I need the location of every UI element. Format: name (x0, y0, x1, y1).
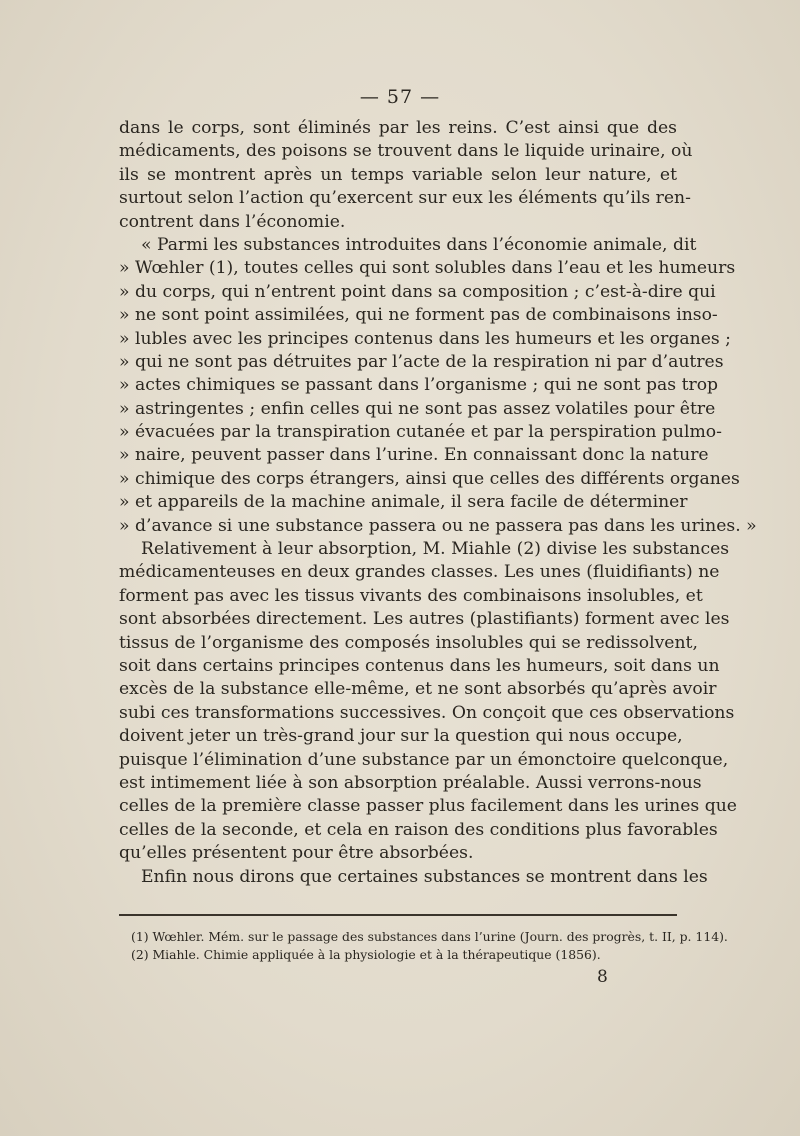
footnotes (131, 928, 728, 964)
signature-mark: 8 (597, 967, 608, 987)
text-line: médicamenteuses en deux grandes classes. Les unes (fluidifiants) ne (119, 562, 720, 583)
text-line: celles de la première classe passer plus facilement dans les urines que (119, 796, 737, 817)
text-line: surtout selon l’action qu’exercent sur eux les éléments qu’ils ren- (119, 188, 691, 209)
text-line: « Parmi les substances introduites dans l’économie animale, dit (141, 234, 697, 255)
text-line: » Wœhler (1), toutes celles qui sont solubles dans l’eau et les humeurs (119, 258, 736, 279)
footnote: (1) Wœhler. Mém. sur le passage des substances dans l’urine (Journ. des progrès, t. II, p. 114). (131, 929, 728, 944)
text-line: » actes chimiques se passant dans l’organisme ; qui ne sont pas trop (119, 375, 719, 396)
text-line: sont absorbées directement. Les autres (plastifiants) forment avec les (119, 609, 730, 630)
text-line: excès de la substance elle-même, et ne sont absorbés qu’après avoir (119, 679, 717, 700)
body-text (119, 117, 757, 889)
text-line: subi ces transformations successives. On conçoit que ces observations (119, 702, 735, 723)
text-line: dans le corps, sont éliminés par les reins. C’est ainsi que des (119, 118, 677, 138)
footnote-divider (119, 914, 677, 916)
text-line: » naire, peuvent passer dans l’urine. En connaissant donc la nature (119, 445, 709, 466)
text-line: » qui ne sont pas détruites par l’acte de la respiration ni par d’autres (119, 351, 724, 372)
text-line: est intimement liée à son absorption préalable. Aussi verrons-nous (119, 772, 702, 793)
text-line: tissus de l’organisme des composés insolubles qui se redissolvent, (119, 632, 698, 653)
text-line: puisque l’élimination d’une substance par un émonctoire quelconque, (119, 749, 729, 770)
text-line: contrent dans l’économie. (119, 211, 346, 232)
text-line: » astringentes ; enfin celles qui ne sont pas assez volatiles pour être (119, 398, 716, 419)
text-line: médicaments, des poisons se trouvent dans le liquide urinaire, où (119, 141, 693, 162)
text-line: » et appareils de la machine animale, il sera facile de déterminer (119, 492, 688, 513)
text-line: » du corps, qui n’entrent point dans sa composition ; c’est-à-dire qui (119, 281, 716, 302)
text-line: doivent jeter un très-grand jour sur la question qui nous occupe, (119, 726, 683, 747)
page-number: — 57 — (359, 86, 441, 108)
text-line: » ne sont point assimilées, qui ne forment pas de combinaisons inso- (119, 305, 718, 326)
text-line: Enfin nous dirons que certaines substances se montrent dans les (141, 866, 708, 887)
text-line: Relativement à leur absorption, M. Miahle (2) divise les substances (141, 539, 730, 560)
text-line: forment pas avec les tissus vivants des combinaisons insolubles, et (119, 585, 703, 606)
text-line: soit dans certains principes contenus dans les humeurs, soit dans un (119, 655, 720, 676)
text-line: » lubles avec les principes contenus dans les humeurs et les organes ; (119, 328, 731, 349)
text-line: qu’elles présentent pour être absorbées. (119, 843, 474, 864)
text-line: celles de la seconde, et cela en raison des conditions plus favorables (119, 819, 718, 840)
text-line: » chimique des corps étrangers, ainsi que celles des différents organes (119, 468, 740, 489)
text-line: » d’avance si une substance passera ou ne passera pas dans les urines. » (119, 515, 757, 536)
text-line: » évacuées par la transpiration cutanée et par la perspiration pulmo- (119, 422, 722, 443)
footnote: (2) Miahle. Chimie appliquée à la physiologie et à la thérapeutique (1856). (131, 947, 601, 962)
text-line: ils se montrent après un temps variable selon leur nature, et (119, 164, 677, 185)
